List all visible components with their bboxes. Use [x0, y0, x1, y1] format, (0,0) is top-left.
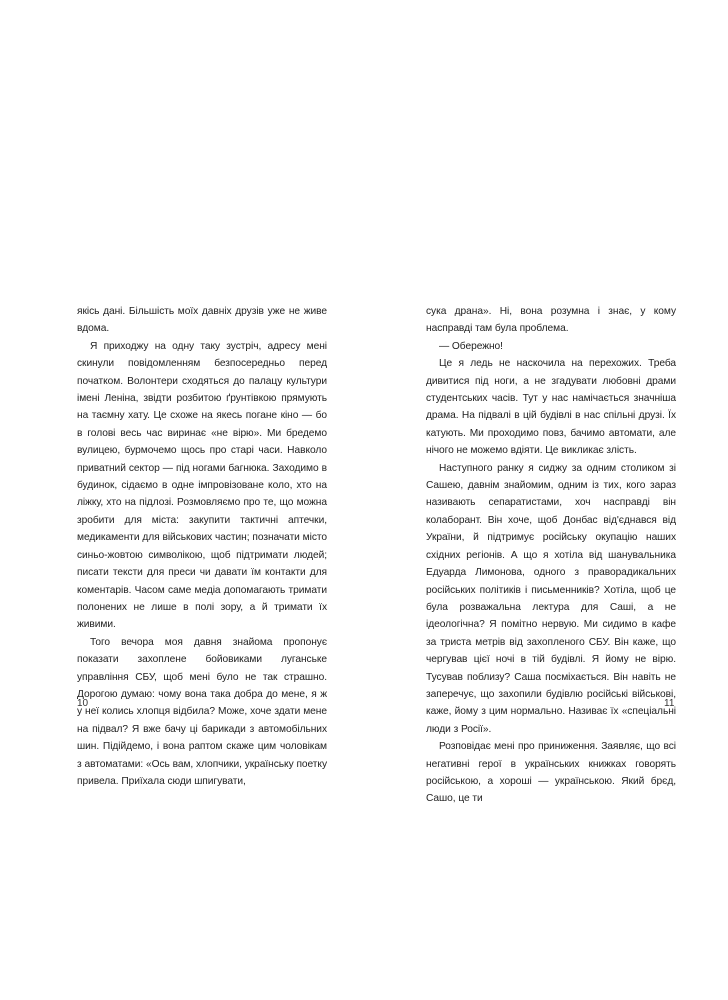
right-paragraph-4: Наступного ранку я сиджу за одним столиком зі Сашею, давнім знайомим, одним із тих, кого зараз називають сепаратистами, хоч насправді він колаборант. Він хоче, щоб Донбас від'єднався від України, й підтримує російську окупацію наших східних регіонів. А що я хотіла від шанувальника Едуарда Лимонова, одного з праворадикальних російських політиків і письменників? Хотіла, щоб це була розважальна лектура для Саші, а не ідеологічна? Я помітно нервую. Ми сидимо в кафе за триста метрів від захопленого СБУ. Він каже, що чергував цієї ночі в тій будівлі. Я йому не вірю. Тусував поблизу? Саша посміхається. Він навіть не заперечує, що захопили будівлю російські військові, каже, йому з цим нормально. Називає їх «спеціальні люди з Росії». — [426, 462, 676, 735]
right-page — [426, 303, 676, 808]
left-page — [77, 303, 327, 790]
page-number-right: 11 — [664, 698, 675, 709]
left-paragraph-2: Я приходжу на одну таку зустріч, адресу мені скинули повідомленням безпосередньо перед початком. Волонтери сходяться до палацу культури імені Леніна, звідти розбитою ґрунтівкою прямують на таємну хату. Це схоже на якесь погане кіно — бо в голові весь час виринає «не вірю». Ми бредемо вулицею, бурмочемо щось про старі часи. Навколо приватний сектор — під ногами багнюка. Заходимо в будинок, сідаємо в одне імпровізоване коло, хто на ліжку, хто на підлозі. Розмовляємо про те, що можна зробити для міста: закупити тактичні аптечки, медикаменти для військових частин; позначати місто синьо-жовтою символікою, щоб підтримати людей; писати тексти для преси чи давати їм контакти для коментарів. Часом саме медіа допомагають тримати полонених не лише в полі зору, а й тримати їх живими. — [77, 340, 327, 631]
left-paragraph-1: якісь дані. Більшість моїх давніх друзів уже не живе вдома. — [77, 306, 327, 335]
left-paragraph-3: Того вечора моя давня знайома пропонує показати захоплене бойовиками луганське управління СБУ, щоб мені було не так страшно. Дорогою думаю: чому вона така добра до мене, я ж у неї колись хлопця відбила? Може, хоче здати мене на підвал? Я вже бачу ці барикади з автомобільних шин. Підійдемо, і вона раптом скаже цим чоловікам з автоматами: «Ось вам, хлопчики, українську поетку привела. Приїхала сюди шпигувати, — [77, 636, 327, 787]
right-paragraph-1: сука драна». Ні, вона розумна і знає, у кому насправді там була проблема. — [426, 306, 676, 335]
page-number-left: 10 — [77, 698, 89, 709]
right-paragraph-3: Це я ледь не наскочила на перехожих. Треба дивитися під ноги, а не згадувати любовні драми студентських часів. Тут у нас намічається значніша драма. На підвалі в цій будівлі в нас спільні друзі. Їх катують. Ми проходимо повз, бачимо автомати, але нічого не можемо вдіяти. Це викликає злість. — [426, 358, 676, 457]
right-paragraph-5: Розповідає мені про приниження. Заявляє, що всі негативні герої в українських книжках говорять російською, а хороші — українською. Який брєд, Сашо, це ти — [426, 741, 676, 805]
right-paragraph-2: — Обережно! — [439, 340, 503, 352]
